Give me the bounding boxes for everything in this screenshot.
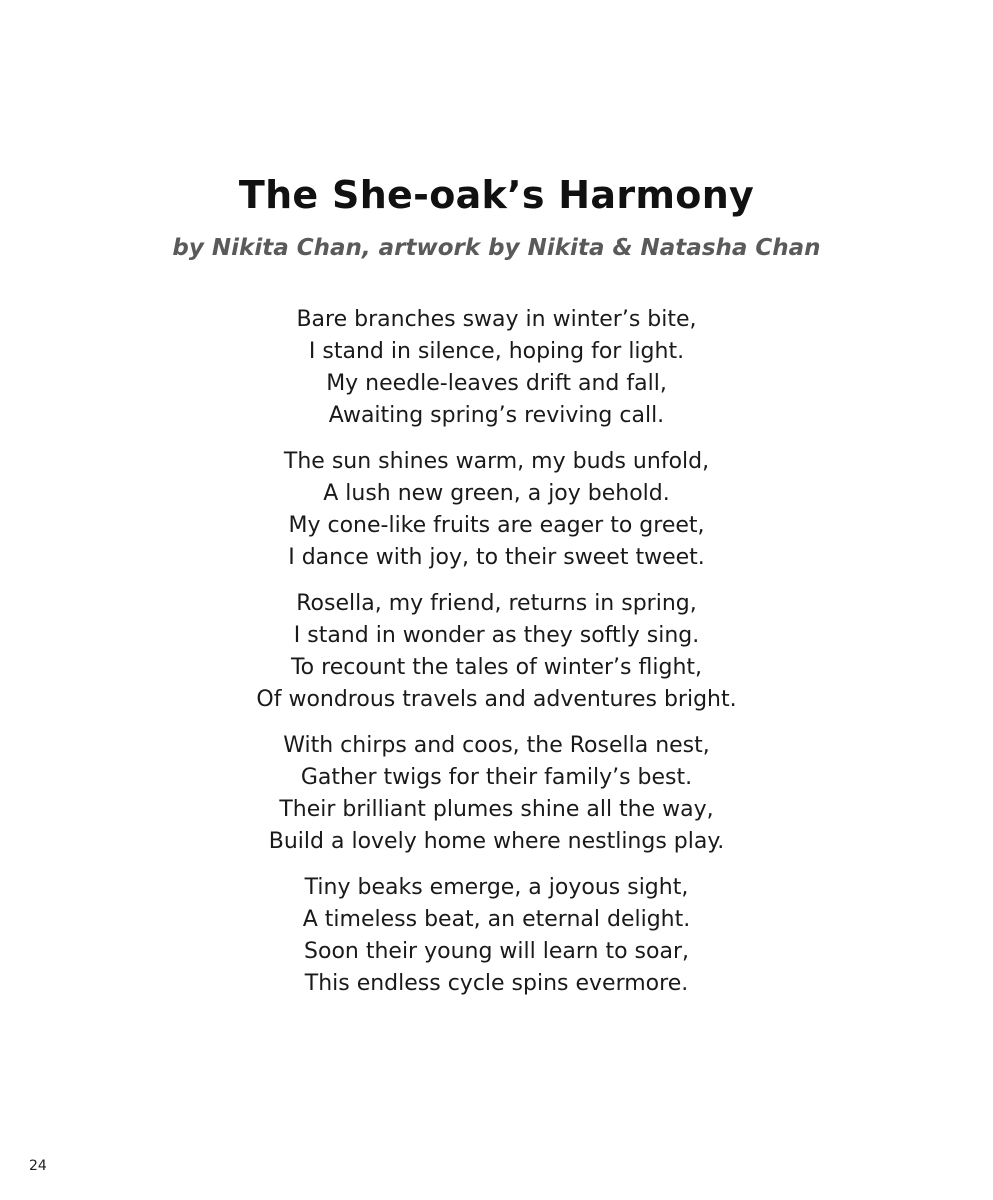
poem-line: Build a lovely home where nestlings play.: [268, 829, 725, 854]
poem-line: To recount the tales of winter’s flight,: [290, 655, 703, 680]
poem-line: My needle-leaves drift and fall,: [326, 371, 667, 396]
poem-line: The sun shines warm, my buds unfold,: [283, 449, 710, 474]
poem-line: My cone-like fruits are eager to greet,: [288, 513, 705, 538]
poem-line: I dance with joy, to their sweet tweet.: [288, 545, 705, 570]
poem-line: Tiny beaks emerge, a joyous sight,: [304, 875, 689, 900]
stanza: [0, 446, 993, 574]
page-number: 24: [29, 1158, 47, 1174]
poem-line: Of wondrous travels and adventures bright.: [256, 687, 737, 712]
poem-line: Gather twigs for their family’s best.: [300, 765, 693, 790]
poem-line: Bare branches sway in winter’s bite,: [296, 307, 697, 332]
poem-line: This endless cycle spins evermore.: [304, 971, 689, 996]
stanza: [0, 730, 993, 858]
poem-byline: by Nikita Chan, artwork by Nikita & Natasha Chan: [172, 235, 821, 261]
poem-line: A lush new green, a joy behold.: [323, 481, 670, 506]
poem-line: Their brilliant plumes shine all the way,: [279, 797, 714, 822]
stanza: [0, 872, 993, 1000]
poem-title: The She-oak’s Harmony: [238, 173, 755, 217]
poem-line: Soon their young will learn to soar,: [304, 939, 689, 964]
stanza: [0, 304, 993, 432]
poem-body: [0, 304, 993, 1014]
poem-line: With chirps and coos, the Rosella nest,: [283, 733, 710, 758]
poem-line: I stand in silence, hoping for light.: [308, 339, 685, 364]
poem-line: Rosella, my friend, returns in spring,: [296, 591, 697, 616]
poem-line: Awaiting spring’s reviving call.: [328, 403, 665, 428]
poem-line: I stand in wonder as they softly sing.: [293, 623, 700, 648]
poem-line: A timeless beat, an eternal delight.: [302, 907, 691, 932]
stanza: [0, 588, 993, 716]
